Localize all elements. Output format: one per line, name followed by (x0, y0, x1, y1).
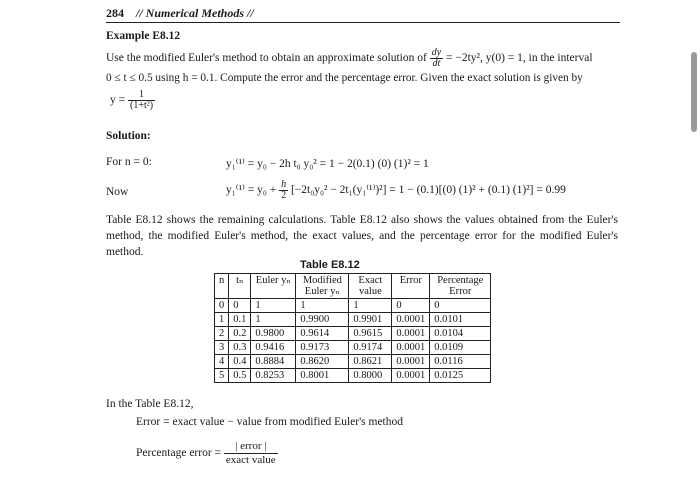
cell: 0.0001 (392, 341, 430, 355)
cell: 0.3 (229, 341, 251, 355)
col-percentage-error: Percentage Error (430, 274, 491, 299)
notes-intro: In the Table E8.12, (106, 398, 194, 410)
cell: 0.0104 (430, 327, 491, 341)
cell: 0.8253 (251, 369, 296, 383)
cell: 0.9173 (296, 341, 349, 355)
dt: dt (432, 58, 441, 69)
table-row (215, 341, 491, 355)
example-title: Example E8.12 (106, 30, 181, 42)
for-label: For n = 0: (106, 156, 152, 168)
cell: 0.0001 (392, 313, 430, 327)
h-numerator: h (281, 179, 287, 190)
cell: 0.0001 (392, 369, 430, 383)
cell: 0.9174 (349, 341, 392, 355)
cell: 1 (349, 299, 392, 313)
now-eq-rhs: [−2t₀y₀² − 2t₁(y₁⁽¹⁾)²] = 1 − (0.1)[(0) (1)² + (0.1) (1)²] = 0.99 (290, 184, 566, 197)
cell: 0.8000 (349, 369, 392, 383)
page-number: 284 (106, 6, 124, 20)
table-row (215, 369, 491, 383)
header-rule (106, 22, 620, 23)
col-modified-euler: Modified Euler yₙ (296, 274, 349, 299)
vertical-scrollbar[interactable] (688, 0, 700, 480)
col-t: tₙ (229, 274, 251, 299)
cell: 0.8620 (296, 355, 349, 369)
cell: 0.4 (229, 355, 251, 369)
pct-label: Percentage error = (136, 447, 222, 460)
table-row (215, 299, 491, 313)
cell: 0 (430, 299, 491, 313)
two-denominator: 2 (281, 190, 287, 201)
cell: 0 (392, 299, 430, 313)
solution-description: Table E8.12 shows the remaining calculations. Table E8.12 also shows the values obtained from the Euler's method, the modified Euler's method, the exact values, and the percentage error for the modified Euler's method. (106, 214, 618, 258)
cell: 0.9614 (296, 327, 349, 341)
table-header-row (215, 274, 491, 299)
pct-denominator: exact value (225, 454, 276, 466)
h-over-2-fraction (279, 180, 288, 201)
cell: 0.9901 (349, 313, 392, 327)
cell: 0.0001 (392, 355, 430, 369)
scrollbar-thumb[interactable] (691, 52, 697, 132)
cell: 2 (215, 327, 229, 341)
cell: 0.0125 (430, 369, 491, 383)
dydt-fraction (430, 48, 443, 69)
cell: 0.0109 (430, 341, 491, 355)
cell: 0.8001 (296, 369, 349, 383)
dy: dy (431, 47, 442, 58)
now-eq-lhs: y₁⁽¹⁾ = y₀ + (226, 184, 277, 197)
results-table (214, 273, 491, 383)
table-row (215, 327, 491, 341)
col-exact: Exact value (349, 274, 392, 299)
problem-line1-suffix: = −2ty², y(0) = 1, in the interval (446, 52, 593, 65)
solution-heading: Solution: (106, 130, 151, 142)
exact-fraction (128, 90, 155, 111)
pct-fraction (224, 440, 278, 467)
percentage-error-formula (136, 440, 278, 467)
cell: 5 (215, 369, 229, 383)
cell: 1 (251, 299, 296, 313)
cell: 4 (215, 355, 229, 369)
problem-line-2: 0 ≤ t ≤ 0.5 using h = 0.1. Compute the error and the percentage error. Given the exact solution is given by (106, 72, 583, 84)
cell: 0.9416 (251, 341, 296, 355)
now-equation (226, 180, 566, 201)
cell: 0.9800 (251, 327, 296, 341)
cell: 0.2 (229, 327, 251, 341)
pct-numerator: | error | (224, 440, 278, 454)
error-definition: Error = exact value − value from modified Euler's method (136, 416, 403, 428)
cell: 0.0101 (430, 313, 491, 327)
table-row (215, 313, 491, 327)
exact-denominator: (1+t²) (130, 100, 154, 111)
cell: 0.8884 (251, 355, 296, 369)
col-error: Error (392, 274, 430, 299)
cell: 0.9615 (349, 327, 392, 341)
cell: 0.9900 (296, 313, 349, 327)
cell: 0.8621 (349, 355, 392, 369)
exact-lhs: y = (110, 94, 126, 107)
exact-solution (110, 90, 155, 111)
problem-line-1 (106, 48, 593, 69)
cell: 0.0116 (430, 355, 491, 369)
cell: 1 (251, 313, 296, 327)
cell: 3 (215, 341, 229, 355)
table-row (215, 355, 491, 369)
cell: 0.0001 (392, 327, 430, 341)
cell: 1 (215, 313, 229, 327)
now-label: Now (106, 186, 129, 198)
exact-numerator: 1 (128, 90, 155, 101)
cell: 0 (215, 299, 229, 313)
problem-line1-prefix: Use the modified Euler's method to obtain an approximate solution of (106, 52, 427, 65)
cell: 0.1 (229, 313, 251, 327)
table-title: Table E8.12 (300, 259, 360, 271)
running-title: // Numerical Methods // (136, 6, 254, 20)
for-equation: y₁⁽¹⁾ = y₀ − 2h t₀ y₀² = 1 − 2(0.1) (0) (1)² = 1 (226, 158, 429, 170)
col-n: n (215, 274, 229, 299)
cell: 0 (229, 299, 251, 313)
col-euler: Euler yₙ (251, 274, 296, 299)
cell: 0.5 (229, 369, 251, 383)
cell: 1 (296, 299, 349, 313)
